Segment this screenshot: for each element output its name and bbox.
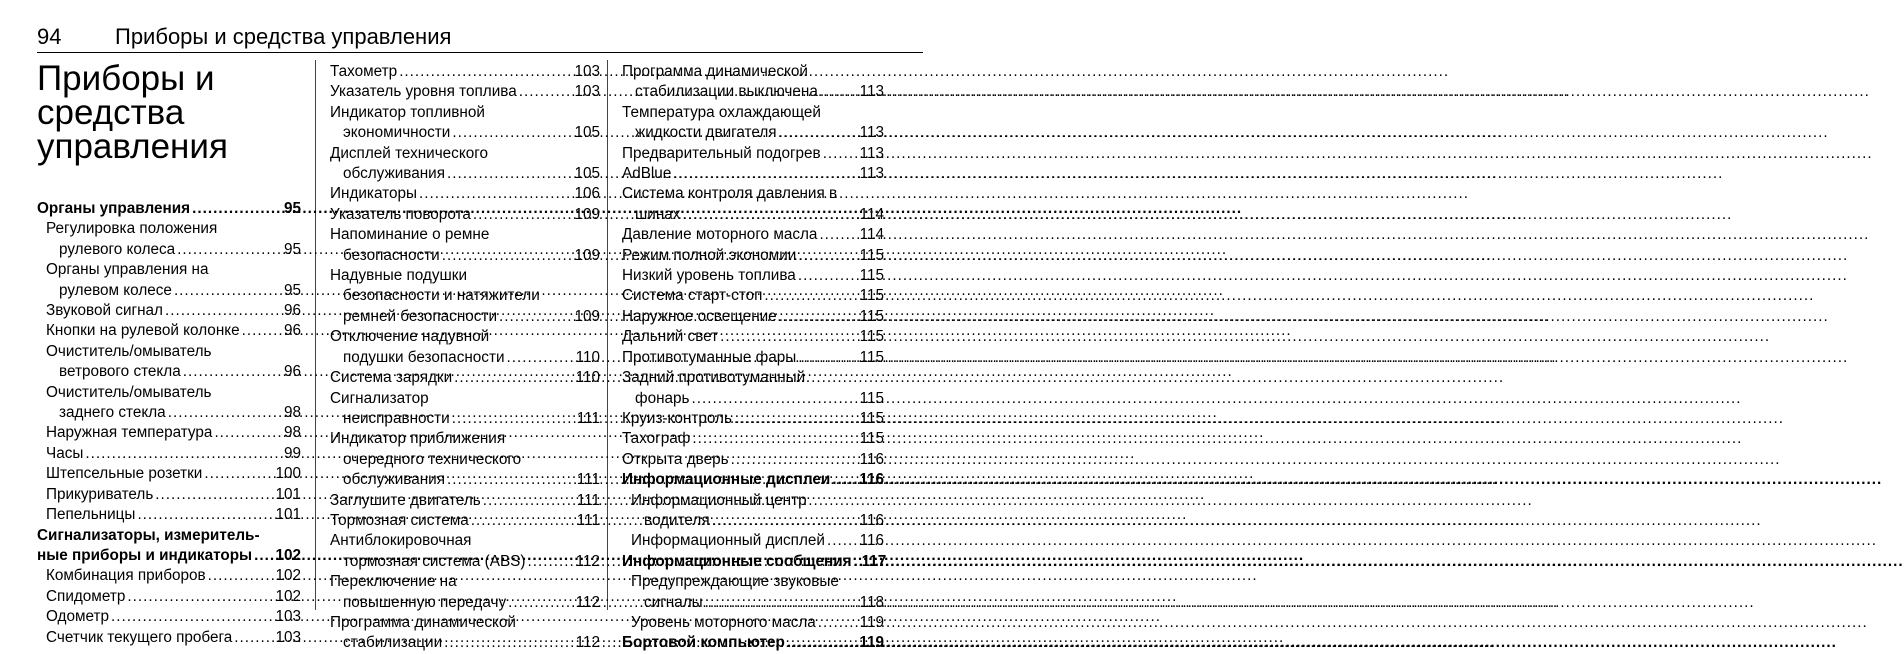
toc-entry[interactable] [622, 613, 884, 633]
toc-entry-text: Низкий уровень топлива [622, 267, 796, 285]
leader-dots [127, 587, 273, 607]
toc-entry[interactable] [37, 301, 301, 321]
toc-entry[interactable] [622, 327, 884, 347]
toc-entry[interactable] [622, 450, 884, 470]
leader-dots [174, 281, 282, 301]
toc-page-number: 114 [859, 205, 884, 223]
toc-entry-text: Тормозная система [330, 511, 469, 529]
toc-entry-text: Открыта дверь [622, 450, 729, 468]
toc-page-number: 111 [576, 409, 600, 427]
leader-dots [183, 362, 282, 382]
toc-page-number: 113 [859, 83, 884, 101]
toc-page-number: 109 [574, 205, 600, 223]
leader-dots [204, 464, 273, 484]
toc-entry-text: подушки безопасности [343, 348, 505, 366]
toc-entry-text: Наружная температура [46, 424, 213, 442]
toc-entry-text: Предупреждающие звуковые [631, 573, 839, 591]
toc-entry[interactable] [37, 444, 301, 464]
toc-entry[interactable] [37, 607, 301, 627]
leader-dots [820, 82, 858, 102]
toc-page-number: 112 [575, 593, 600, 611]
toc-page-number: 106 [574, 185, 600, 203]
toc-entry[interactable] [622, 144, 884, 164]
toc-entry-text: Счетчик текущего пробега [46, 628, 233, 646]
toc-entry[interactable] [330, 491, 600, 511]
toc-entry-text: Кнопки на рулевой колонке [46, 322, 240, 340]
toc-entry-text: обслуживания [343, 471, 446, 489]
toc-entry-text: стабилизации выключена [635, 83, 818, 101]
toc-entry-text: Программа динамической [622, 63, 808, 80]
toc-entry-text: Звуковой сигнал [46, 302, 163, 320]
toc-section-entry[interactable] [622, 633, 884, 653]
toc-page-number: 96 [283, 302, 301, 320]
page-number: 94 [37, 24, 62, 49]
toc-page-number: 119 [859, 613, 884, 631]
toc-entry-text: Температура охлаждающей [622, 103, 821, 121]
toc-entry-text: фонарь [635, 389, 690, 407]
leader-dots [854, 552, 860, 572]
toc-page-number: 115 [859, 348, 884, 366]
toc-column-3 [622, 62, 887, 654]
toc-page-number: 111 [576, 491, 600, 509]
toc-entry-text: Тахограф [622, 430, 691, 448]
leader-dots [734, 409, 858, 429]
leader-dots [499, 307, 572, 327]
toc-entry-text: Заглушите двигатель [330, 491, 481, 509]
toc-page-number: 112 [575, 552, 600, 570]
leader-dots [787, 633, 857, 653]
toc-page-number: 96 [283, 322, 301, 340]
toc-page-number: 100 [275, 465, 301, 483]
toc-page-number: 113 [859, 124, 884, 142]
toc-entry[interactable] [330, 368, 600, 388]
toc-entry-text: Штепсельные розетки [46, 465, 203, 483]
toc-page-number: 102 [275, 546, 301, 564]
leader-dots [673, 164, 857, 184]
toc-entry-text: Предварительный подогрев [622, 144, 821, 162]
leader-dots [779, 307, 858, 327]
leader-dots [419, 184, 573, 204]
toc-entry[interactable] [622, 409, 884, 429]
toc-entry-text: Пепельницы [46, 506, 136, 524]
leader-dots [483, 491, 575, 511]
leader-dots [214, 423, 282, 443]
toc-entry-text: сигналы [644, 593, 703, 611]
toc-entry-text: Указатель поворота [330, 205, 471, 223]
toc-page-number: 105 [574, 124, 600, 142]
toc-entry-text: Надувные подушки [330, 267, 467, 285]
leader-dots [208, 566, 274, 586]
toc-page-number: 111 [576, 511, 600, 529]
toc-entries [330, 62, 600, 654]
toc-entry-text: Переключение на [330, 573, 457, 591]
toc-entry[interactable] [622, 103, 884, 144]
leader-dots [444, 633, 573, 653]
toc-entry-text: Часы [46, 444, 84, 462]
toc-entry[interactable] [330, 184, 600, 204]
leader-dots [818, 613, 858, 633]
toc-entry[interactable] [622, 62, 884, 103]
toc-entry[interactable] [330, 225, 600, 266]
toc-entry[interactable] [330, 429, 600, 490]
toc-entry-text: Индикатор топливной [330, 103, 485, 121]
page-header [37, 24, 923, 54]
toc-page-number: 116 [859, 511, 884, 529]
toc-entry[interactable] [622, 307, 884, 327]
toc-entry-text: Наружное освещение [622, 307, 777, 325]
toc-section-entry[interactable] [622, 470, 884, 490]
toc-entry[interactable] [622, 225, 884, 245]
toc-page-number: 115 [859, 267, 884, 285]
toc-entry[interactable] [622, 286, 884, 306]
toc-entry-text: Режим полной экономии [622, 246, 797, 264]
toc-entry-text: Индикатор приближения [330, 430, 506, 448]
toc-column-1 [37, 59, 301, 648]
toc-entry-text: экономичности [343, 124, 451, 142]
toc-entry-text: ветрового стекла [59, 363, 181, 381]
toc-entry-text: обслуживания [343, 165, 446, 183]
leader-dots [399, 62, 572, 82]
toc-page-number: 103 [275, 608, 301, 626]
toc-entry[interactable] [37, 423, 301, 443]
toc-page-number: 105 [574, 165, 600, 183]
toc-entry-text: Информационные дисплеи [622, 471, 831, 489]
toc-page-number: 103 [275, 628, 301, 646]
toc-entry-text: AdBlue [622, 165, 672, 183]
toc-page-number: 115 [859, 246, 884, 264]
toc-entry[interactable] [622, 491, 884, 532]
leader-dots [85, 444, 282, 464]
toc-entry-text: Отключение надувной [330, 328, 490, 346]
leader-dots [823, 144, 858, 164]
leader-dots [764, 286, 857, 306]
toc-page-number: 102 [275, 567, 301, 585]
toc-page-number: 110 [575, 369, 600, 387]
leader-dots [692, 389, 858, 409]
toc-entry-text: безопасности и натяжители [343, 287, 540, 305]
leader-dots [452, 409, 575, 429]
toc-entry-text: Антиблокировочная [330, 532, 472, 550]
leader-dots [165, 301, 282, 321]
toc-page-number: 118 [859, 593, 884, 611]
leader-dots [447, 470, 575, 490]
toc-page-number: 117 [861, 552, 887, 570]
toc-page-number: 99 [283, 444, 301, 462]
toc-page-number: 119 [859, 634, 884, 652]
leader-dots [507, 348, 574, 368]
toc-entry[interactable] [622, 164, 884, 184]
leader-dots [527, 552, 573, 572]
toc-entries [37, 199, 301, 648]
toc-entry[interactable] [330, 389, 600, 430]
leader-dots [827, 531, 858, 551]
toc-entry[interactable] [622, 531, 884, 551]
leader-dots [692, 429, 857, 449]
toc-entry[interactable] [330, 82, 600, 102]
leader-dots [454, 368, 573, 388]
chapter-title-line: управления [37, 127, 228, 166]
toc-page-number: 102 [275, 587, 301, 605]
toc-entry[interactable] [330, 144, 600, 185]
toc-page-number: 115 [859, 307, 884, 325]
toc-entry-text: шинах [635, 205, 681, 223]
toc-entry-text: ремней безопасности [343, 307, 497, 325]
toc-section-entry[interactable] [37, 526, 301, 567]
toc-entry-text: тормозная система (ABS) [343, 552, 526, 570]
toc-entry[interactable] [622, 184, 884, 225]
toc-entry-text: ные приборы и индикаторы [37, 546, 253, 564]
toc-entry[interactable] [330, 62, 600, 82]
toc-page-number: 109 [574, 307, 600, 325]
toc-entry[interactable] [37, 260, 301, 301]
leader-dots [447, 164, 572, 184]
toc-page-number: 95 [283, 281, 301, 299]
toc-page-number: 111 [576, 471, 600, 489]
toc-entry[interactable] [622, 266, 884, 286]
toc-page-number: 110 [575, 348, 600, 366]
toc-entry[interactable] [37, 628, 301, 648]
toc-page-number: 96 [283, 363, 301, 381]
leader-dots [192, 199, 282, 219]
toc-entry[interactable] [622, 246, 884, 266]
toc-entry[interactable] [37, 321, 301, 341]
toc-entry-text: Сигнализаторы, измеритель- [37, 526, 260, 544]
toc-entry-text: Система зарядки [330, 369, 453, 387]
toc-entry-text: Тахометр [330, 63, 398, 80]
toc-entry[interactable] [330, 327, 600, 368]
chapter-title-line: Приборы и [37, 59, 215, 98]
toc-entry[interactable] [37, 383, 301, 424]
toc-entry-text: Круиз-контроль [622, 409, 732, 427]
toc-entry-text: Дальний свет [622, 328, 719, 346]
chapter-title-line: средства [37, 93, 185, 132]
toc-entry-text: Одометр [46, 608, 110, 626]
toc-entry[interactable] [330, 613, 600, 654]
header-rule [37, 52, 923, 53]
toc-entries [622, 62, 887, 654]
toc-entry[interactable] [37, 219, 301, 260]
toc-entry-text: заднего стекла [59, 404, 166, 422]
toc-entry-text: Сигнализатор [330, 389, 429, 407]
toc-entry[interactable] [330, 266, 600, 327]
toc-page-number: 112 [575, 634, 600, 652]
toc-entry-text: Органы управления [37, 200, 191, 217]
leader-dots [508, 593, 573, 613]
leader-dots [471, 511, 575, 531]
toc-entry-text: Противотуманные фары [622, 348, 797, 366]
toc-page-number: 114 [859, 226, 884, 244]
toc-entry-text: Уровень моторного масла [631, 613, 816, 631]
toc-entry[interactable] [37, 485, 301, 505]
toc-section-entry[interactable] [622, 552, 887, 572]
leader-dots [798, 246, 857, 266]
toc-page-number: 115 [859, 328, 884, 346]
toc-entry-text: Информационные сообщения [622, 552, 852, 570]
leader-dots [798, 266, 858, 286]
leader-dots [155, 485, 273, 505]
toc-entry-text: Спидометр [46, 587, 126, 605]
toc-entry-text: Система старт-стоп [622, 287, 763, 305]
toc-entry[interactable] [37, 342, 301, 383]
leader-dots [473, 205, 573, 225]
toc-entry[interactable] [622, 368, 884, 409]
toc-entry-text: Индикаторы [330, 185, 417, 203]
toc-entry-text: Прикуриватель [46, 485, 154, 503]
toc-entry[interactable] [37, 505, 301, 525]
toc-entry-text: Программа динамической [330, 613, 516, 631]
toc-entry-text: Система контроля давления в [622, 185, 838, 203]
toc-entry[interactable] [37, 566, 301, 586]
leader-dots [234, 628, 273, 648]
leader-dots [779, 123, 858, 143]
toc-entry[interactable] [622, 348, 884, 368]
toc-entry-text: Указатель уровня топлива [330, 83, 517, 101]
toc-page-number: 98 [283, 404, 301, 422]
running-title: Приборы и средства управления [115, 24, 452, 49]
leader-dots [731, 450, 858, 470]
toc-entry-text: Информационный дисплей [631, 532, 825, 550]
toc-entry-text: неисправности [343, 409, 450, 427]
toc-entry-text: Органы управления на [46, 261, 209, 279]
toc-entry[interactable] [37, 464, 301, 484]
leader-dots [452, 123, 572, 143]
leader-dots [832, 470, 857, 490]
leader-dots [519, 82, 573, 102]
toc-page-number: 115 [859, 430, 884, 448]
toc-entry-text: Информационный центр [631, 491, 807, 509]
toc-entry-text: жидкости двигателя [635, 124, 777, 142]
toc-page-number: 98 [283, 424, 301, 442]
toc-entry-text: Регулировка положения [46, 220, 218, 238]
leader-dots [712, 511, 858, 531]
toc-entry[interactable] [330, 531, 600, 572]
toc-section-entry[interactable] [37, 199, 301, 219]
leader-dots [177, 240, 282, 260]
toc-entry[interactable] [37, 587, 301, 607]
toc-page-number: 115 [859, 287, 884, 305]
leader-dots [111, 607, 273, 627]
toc-entry-text: Бортовой компьютер [622, 634, 785, 652]
leader-dots [137, 505, 273, 525]
toc-column-2 [330, 62, 600, 654]
toc-page-number: 116 [859, 471, 884, 489]
toc-entry[interactable] [330, 205, 600, 225]
toc-entry-text: Задний противотуманный [622, 369, 806, 387]
leader-dots [720, 327, 857, 347]
toc-entry-text: Очиститель/омыватель [46, 342, 212, 360]
toc-page-number: 95 [283, 200, 301, 217]
toc-entry-text: очередного технического [343, 450, 522, 468]
leader-dots [168, 403, 282, 423]
leader-dots [242, 321, 282, 341]
toc-entry[interactable] [330, 511, 600, 531]
toc-entry-text: рулевом колесе [59, 281, 172, 299]
leader-dots [442, 246, 573, 266]
toc-entry-text: Комбинация приборов [46, 567, 206, 585]
toc-entry-text: рулевого колеса [59, 240, 176, 258]
toc-entry-text: Очиститель/омыватель [46, 383, 212, 401]
toc-entry[interactable] [330, 572, 600, 613]
toc-page-number: 103 [574, 63, 600, 80]
leader-dots [705, 593, 858, 613]
toc-entry-text: повышенную передачу [343, 593, 507, 611]
leader-dots [682, 205, 857, 225]
toc-entry[interactable] [622, 429, 884, 449]
toc-page-number: 113 [859, 144, 884, 162]
toc-entry-text: Дисплей технического [330, 144, 488, 162]
toc-entry-text: стабилизации [343, 634, 443, 652]
toc-entry-text: безопасности [343, 246, 440, 264]
chapter-title [37, 59, 301, 166]
toc-page-number: 116 [859, 450, 884, 468]
leader-dots [798, 348, 857, 368]
toc-page-number: 101 [275, 506, 301, 524]
toc-page-number: 113 [859, 165, 884, 183]
toc-entry[interactable] [330, 103, 600, 144]
toc-page-number: 101 [275, 485, 301, 503]
toc-page-number: 115 [859, 389, 884, 407]
leader-dots [254, 546, 273, 566]
leader-dots [819, 225, 857, 245]
toc-entry-text: водителя [644, 511, 710, 529]
toc-page-number: 95 [283, 240, 301, 258]
toc-page-number: 115 [859, 409, 884, 427]
toc-entry-text: Напоминание о ремне [330, 226, 490, 244]
toc-page-number: 116 [859, 532, 884, 550]
toc-entry[interactable] [622, 572, 884, 613]
toc-page-number: 109 [574, 246, 600, 264]
toc-entry-text: Давление моторного масла [622, 226, 818, 244]
toc-page-number: 103 [574, 83, 600, 101]
